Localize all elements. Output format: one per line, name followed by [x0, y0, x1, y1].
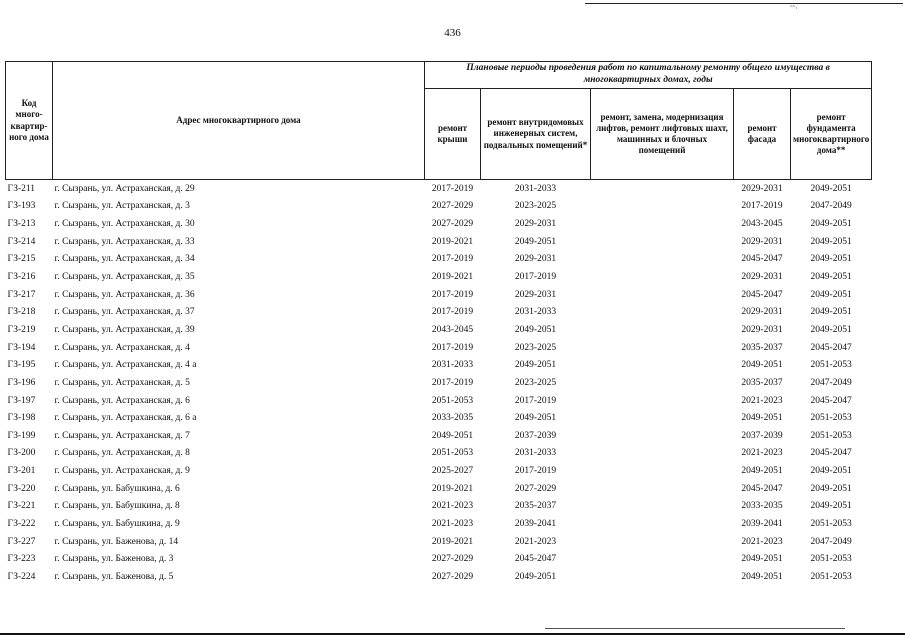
table-row — [6, 251, 872, 269]
cell-elevator — [591, 198, 734, 216]
cell-roof: 2017-2019 — [431, 307, 474, 318]
cell-code: ГЗ-215 — [7, 254, 36, 265]
cell-code: ГЗ-223 — [7, 554, 36, 565]
cell-elevator — [591, 339, 734, 357]
cell-address: г. Сызрань, ул. Астраханская, д. 6 а — [54, 413, 197, 424]
scan-mark: ˜˜· — [790, 4, 798, 13]
table-row — [6, 498, 872, 516]
cell-facade: 2049-2051 — [741, 571, 783, 582]
cell-foundation: 2049-2051 — [810, 483, 852, 494]
cell-elevator — [591, 498, 734, 516]
table-row — [6, 462, 872, 480]
cell-roof: 2027-2029 — [431, 201, 474, 212]
table-row — [6, 180, 872, 198]
cell-roof: 2017-2019 — [431, 183, 474, 194]
cell-address: г. Сызрань, ул. Баженова, д. 3 — [54, 554, 174, 565]
cell-address: г. Сызрань, ул. Баженова, д. 5 — [54, 571, 174, 582]
cell-facade: 2037-2039 — [741, 430, 783, 441]
cell-internal: 2029-2031 — [514, 289, 557, 300]
cell-address: г. Сызрань, ул. Астраханская, д. 37 — [54, 307, 195, 318]
cell-foundation: 2049-2051 — [810, 289, 852, 300]
cell-internal: 2037-2039 — [514, 430, 557, 441]
cell-code: ГЗ-193 — [7, 201, 36, 212]
cell-address: г. Сызрань, ул. Астраханская, д. 29 — [54, 183, 195, 194]
cell-address: г. Сызрань, ул. Астраханская, д. 33 — [54, 236, 195, 247]
cell-foundation: 2049-2051 — [810, 272, 852, 283]
cell-foundation: 2047-2049 — [810, 536, 852, 547]
cell-elevator — [591, 445, 734, 463]
table-row — [6, 303, 872, 321]
cell-elevator — [591, 515, 734, 533]
cell-elevator — [591, 356, 734, 374]
cell-code: ГЗ-198 — [7, 413, 36, 424]
cell-internal: 2031-2033 — [514, 183, 557, 194]
cell-foundation: 2049-2051 — [810, 501, 852, 512]
cell-code: ГЗ-218 — [7, 307, 36, 318]
cell-internal: 2039-2041 — [514, 518, 557, 529]
cell-foundation: 2049-2051 — [810, 219, 852, 230]
cell-internal: 2017-2019 — [514, 395, 557, 406]
cell-foundation: 2051-2053 — [810, 430, 852, 441]
cell-foundation: 2045-2047 — [810, 395, 852, 406]
bottom-rule-short — [545, 628, 845, 629]
cell-internal: 2031-2033 — [514, 307, 557, 318]
cell-elevator — [591, 462, 734, 480]
table-row — [6, 321, 872, 339]
cell-internal: 2023-2025 — [514, 377, 557, 388]
cell-address: г. Сызрань, ул. Астраханская, д. 7 — [54, 430, 190, 441]
cell-elevator — [591, 251, 734, 269]
cell-address: г. Сызрань, ул. Астраханская, д. 36 — [54, 289, 195, 300]
cell-internal: 2045-2047 — [514, 554, 557, 565]
cell-facade: 2029-2031 — [741, 183, 783, 194]
cell-internal: 2017-2019 — [514, 466, 557, 477]
cell-address: г. Сызрань, ул. Астраханская, д. 9 — [54, 466, 190, 477]
cell-roof: 2031-2033 — [431, 360, 474, 371]
cell-internal: 2029-2031 — [514, 219, 557, 230]
cell-elevator — [591, 374, 734, 392]
cell-roof: 2019-2021 — [431, 236, 474, 247]
cell-roof: 2027-2029 — [431, 554, 474, 565]
cell-address: г. Сызрань, ул. Астраханская, д. 34 — [54, 254, 195, 265]
table-row — [6, 515, 872, 533]
cell-elevator — [591, 533, 734, 551]
cell-elevator — [591, 427, 734, 445]
cell-roof: 2051-2053 — [431, 448, 474, 459]
table-row — [6, 480, 872, 498]
cell-foundation: 2051-2053 — [810, 554, 852, 565]
header-code: Код много-квартир-ного дома — [6, 62, 53, 180]
cell-facade: 2043-2045 — [741, 219, 783, 230]
cell-facade: 2017-2019 — [741, 201, 783, 212]
header-facade: ремонт фасада — [734, 89, 791, 180]
table-row — [6, 286, 872, 304]
cell-code: ГЗ-195 — [7, 360, 36, 371]
cell-internal: 2049-2051 — [514, 236, 557, 247]
cell-facade: 2049-2051 — [741, 466, 783, 477]
cell-elevator — [591, 286, 734, 304]
page-number: 436 — [444, 27, 461, 39]
cell-foundation: 2049-2051 — [810, 466, 852, 477]
cell-elevator — [591, 568, 734, 586]
cell-code: ГЗ-220 — [7, 483, 36, 494]
cell-facade: 2045-2047 — [741, 483, 783, 494]
table-row — [6, 533, 872, 551]
cell-roof: 2033-2035 — [431, 413, 474, 424]
cell-foundation: 2049-2051 — [810, 324, 852, 335]
cell-internal: 2049-2051 — [514, 324, 557, 335]
cell-roof: 2019-2021 — [431, 483, 474, 494]
cell-address: г. Сызрань, ул. Астраханская, д. 6 — [54, 395, 190, 406]
cell-address: г. Сызрань, ул. Астраханская, д. 4 — [54, 342, 190, 353]
cell-code: ГЗ-217 — [7, 289, 36, 300]
cell-internal: 2023-2025 — [514, 201, 557, 212]
cell-code: ГЗ-219 — [7, 324, 36, 335]
cell-facade: 2049-2051 — [741, 554, 783, 565]
cell-roof: 2019-2021 — [431, 536, 474, 547]
cell-internal: 2035-2037 — [514, 501, 557, 512]
header-roof: ремонт крыши — [425, 89, 481, 180]
cell-internal: 2017-2019 — [514, 272, 557, 283]
cell-code: ГЗ-224 — [7, 571, 36, 582]
repair-schedule-table — [5, 61, 872, 586]
cell-facade: 2029-2031 — [741, 324, 783, 335]
cell-address: г. Сызрань, ул. Астраханская, д. 39 — [54, 324, 195, 335]
cell-code: ГЗ-194 — [7, 342, 36, 353]
cell-elevator — [591, 268, 734, 286]
table-row — [6, 550, 872, 568]
header-elevator: ремонт, замена, модернизация лифтов, ремонт лифтовых шахт, машинных и блочных помещений — [591, 89, 734, 180]
cell-facade: 2039-2041 — [741, 518, 783, 529]
cell-address: г. Сызрань, ул. Астраханская, д. 30 — [54, 219, 195, 230]
cell-address: г. Сызрань, ул. Бабушкина, д. 6 — [54, 483, 180, 494]
cell-foundation: 2049-2051 — [810, 236, 852, 247]
cell-roof: 2017-2019 — [431, 342, 474, 353]
cell-code: ГЗ-216 — [7, 272, 36, 283]
table-row — [6, 374, 872, 392]
cell-elevator — [591, 409, 734, 427]
cell-code: ГЗ-222 — [7, 518, 36, 529]
cell-foundation: 2051-2053 — [810, 571, 852, 582]
cell-foundation: 2045-2047 — [810, 448, 852, 459]
cell-foundation: 2047-2049 — [810, 377, 852, 388]
cell-facade: 2021-2023 — [741, 395, 783, 406]
cell-facade: 2029-2031 — [741, 307, 783, 318]
table-row — [6, 268, 872, 286]
cell-internal: 2031-2033 — [514, 448, 557, 459]
cell-internal: 2027-2029 — [514, 483, 557, 494]
cell-elevator — [591, 233, 734, 251]
cell-elevator — [591, 550, 734, 568]
cell-elevator — [591, 392, 734, 410]
cell-internal: 2023-2025 — [514, 342, 557, 353]
cell-facade: 2021-2023 — [741, 448, 783, 459]
cell-address: г. Сызрань, ул. Бабушкина, д. 8 — [54, 501, 180, 512]
cell-address: г. Сызрань, ул. Астраханская, д. 3 — [54, 201, 190, 212]
cell-internal: 2021-2023 — [514, 536, 557, 547]
cell-foundation: 2051-2053 — [810, 360, 852, 371]
cell-foundation: 2049-2051 — [810, 254, 852, 265]
cell-facade: 2021-2023 — [741, 536, 783, 547]
cell-code: ГЗ-200 — [7, 448, 36, 459]
table-row — [6, 427, 872, 445]
table-row — [6, 198, 872, 216]
cell-code: ГЗ-197 — [7, 395, 36, 406]
cell-facade: 2035-2037 — [741, 377, 783, 388]
header-foundation: ремонт фундамента многоквартирного дома** — [791, 89, 872, 180]
bottom-rule — [0, 633, 905, 635]
cell-internal: 2049-2051 — [514, 413, 557, 424]
cell-address: г. Сызрань, ул. Бабушкина, д. 9 — [54, 518, 180, 529]
cell-code: ГЗ-227 — [7, 536, 36, 547]
cell-address: г. Сызрань, ул. Баженова, д. 14 — [54, 536, 179, 547]
cell-elevator — [591, 321, 734, 339]
cell-internal: 2049-2051 — [514, 360, 557, 371]
header-address: Адрес многоквартирного дома — [53, 62, 425, 180]
cell-code: ГЗ-199 — [7, 430, 36, 441]
cell-facade: 2029-2031 — [741, 236, 783, 247]
cell-roof: 2021-2023 — [431, 518, 474, 529]
header-internal: ремонт внутридомовых инженерных систем, подвальных помещений* — [481, 89, 591, 180]
table-row — [6, 392, 872, 410]
cell-address: г. Сызрань, ул. Астраханская, д. 35 — [54, 272, 195, 283]
cell-facade: 2033-2035 — [741, 501, 783, 512]
cell-foundation: 2049-2051 — [810, 183, 852, 194]
cell-facade: 2049-2051 — [741, 360, 783, 371]
cell-address: г. Сызрань, ул. Астраханская, д. 4 а — [54, 360, 197, 371]
header-group: Плановые периоды проведения работ по капитальному ремонту общего имущества в многоквартирных домах, годы — [425, 62, 872, 89]
table-row — [6, 215, 872, 233]
cell-foundation: 2047-2049 — [810, 201, 852, 212]
cell-facade: 2045-2047 — [741, 289, 783, 300]
cell-roof: 2043-2045 — [431, 324, 474, 335]
table-row — [6, 445, 872, 463]
table-row — [6, 339, 872, 357]
cell-code: ГЗ-196 — [7, 377, 36, 388]
cell-code: ГЗ-214 — [7, 236, 36, 247]
table-row — [6, 233, 872, 251]
cell-code: ГЗ-211 — [7, 183, 36, 194]
cell-code: ГЗ-221 — [7, 501, 36, 512]
cell-code: ГЗ-201 — [7, 466, 36, 477]
cell-foundation: 2045-2047 — [810, 342, 852, 353]
cell-roof: 2019-2021 — [431, 272, 474, 283]
cell-facade: 2035-2037 — [741, 342, 783, 353]
cell-roof: 2017-2019 — [431, 254, 474, 265]
cell-elevator — [591, 215, 734, 233]
cell-elevator — [591, 180, 734, 198]
table-row — [6, 356, 872, 374]
cell-facade: 2045-2047 — [741, 254, 783, 265]
cell-address: г. Сызрань, ул. Астраханская, д. 8 — [54, 448, 190, 459]
cell-roof: 2027-2029 — [431, 219, 474, 230]
cell-facade: 2029-2031 — [741, 272, 783, 283]
top-rule — [585, 3, 903, 4]
cell-foundation: 2051-2053 — [810, 518, 852, 529]
cell-internal: 2049-2051 — [514, 571, 557, 582]
table-row — [6, 409, 872, 427]
cell-address: г. Сызрань, ул. Астраханская, д. 5 — [54, 377, 190, 388]
table-row — [6, 568, 872, 586]
cell-roof: 2025-2027 — [431, 466, 474, 477]
cell-foundation: 2049-2051 — [810, 307, 852, 318]
cell-roof: 2049-2051 — [431, 430, 474, 441]
cell-roof: 2021-2023 — [431, 501, 474, 512]
cell-facade: 2049-2051 — [741, 413, 783, 424]
cell-roof: 2017-2019 — [431, 377, 474, 388]
cell-roof: 2017-2019 — [431, 289, 474, 300]
cell-internal: 2029-2031 — [514, 254, 557, 265]
cell-foundation: 2051-2053 — [810, 413, 852, 424]
cell-code: ГЗ-213 — [7, 219, 36, 230]
cell-elevator — [591, 480, 734, 498]
cell-roof: 2051-2053 — [431, 395, 474, 406]
cell-roof: 2027-2029 — [431, 571, 474, 582]
table-body — [6, 180, 872, 586]
cell-elevator — [591, 303, 734, 321]
